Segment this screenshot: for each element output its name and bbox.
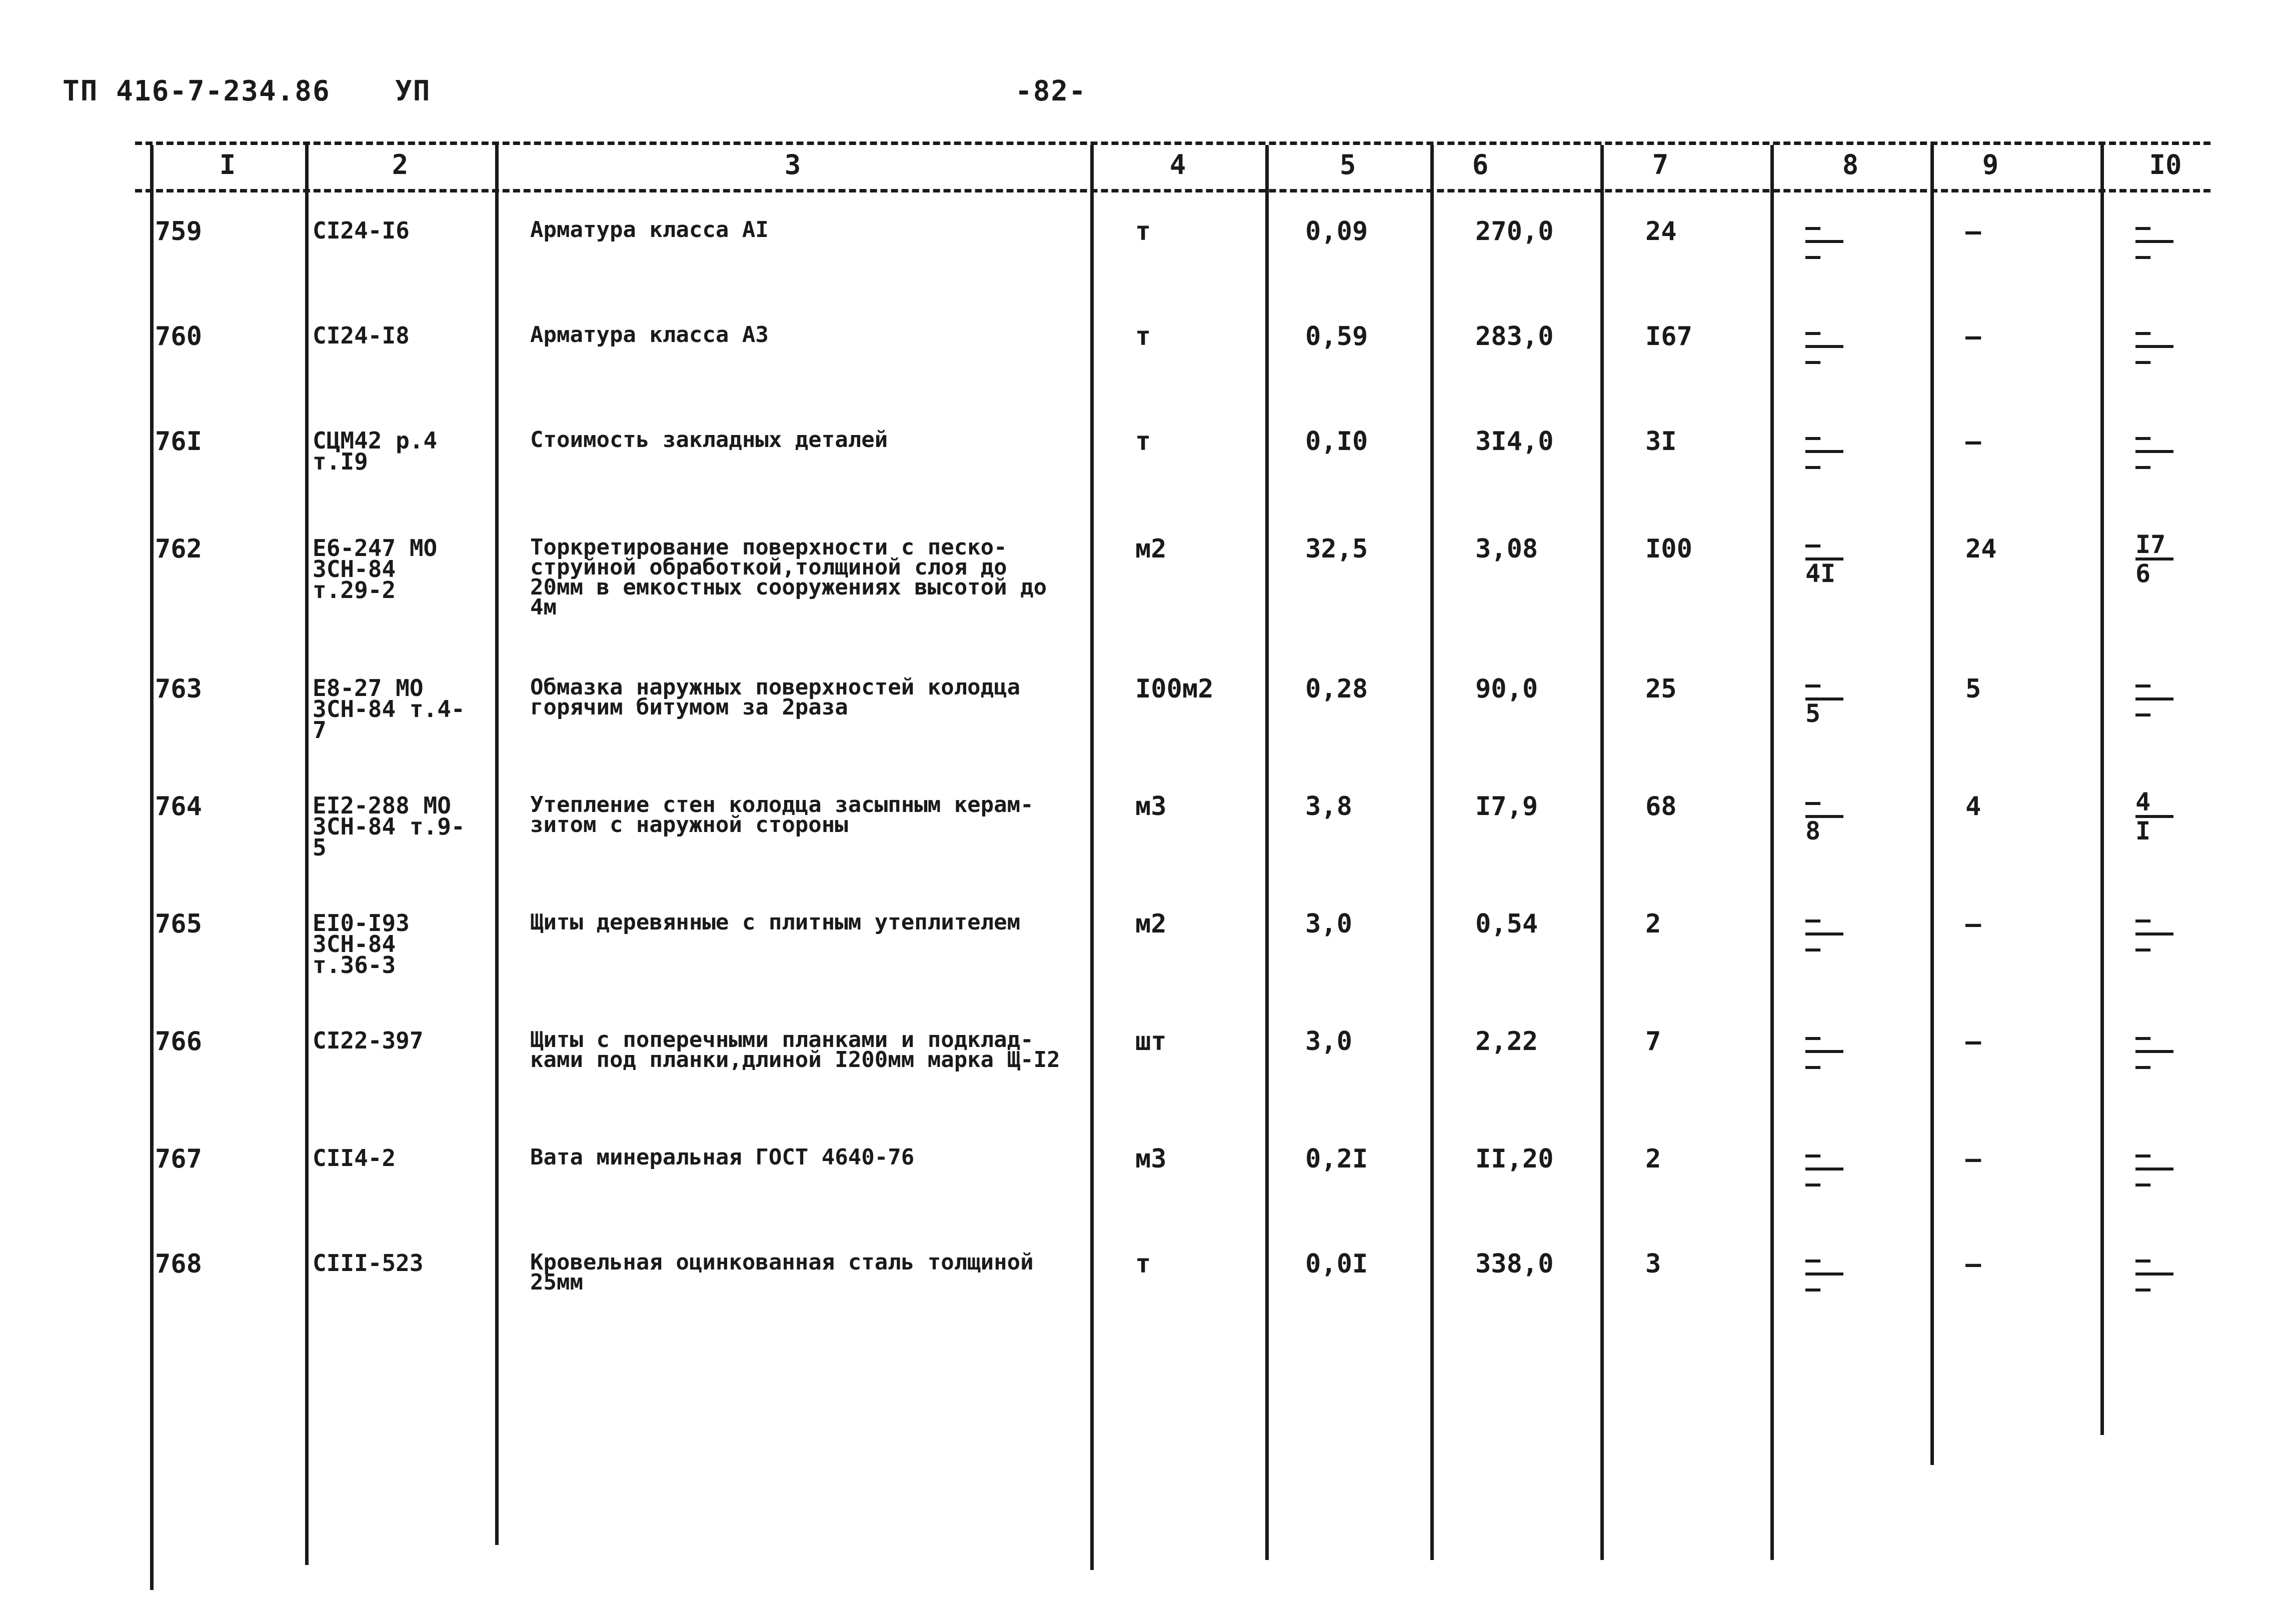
row-col9: –: [1965, 909, 1981, 939]
row-code: СI24-I8: [313, 322, 410, 349]
row-description: Щиты с поперечными планками и подклад-ками под планки,длиной I200мм марка Щ-I2: [530, 1027, 1060, 1072]
row-unit-price: 270,0: [1475, 216, 1554, 246]
row-description: Утепление стен колодца засыпным керам-зитом с наружной стороны: [530, 792, 1034, 838]
col-rule-1: [305, 145, 309, 1565]
col-rule-3: [1090, 145, 1094, 1570]
row-col10: [2135, 532, 2173, 586]
row-col8: [1805, 1245, 1843, 1303]
row-unit-price: 90,0: [1475, 674, 1538, 704]
row-col9: –: [1965, 1144, 1981, 1174]
row-unit-price: II,20: [1475, 1144, 1554, 1174]
row-col8: [1805, 905, 1843, 963]
col-head-6: 6: [1472, 149, 1489, 180]
row-total: I67: [1645, 322, 1692, 352]
row-col10-bottom: 6: [2135, 559, 2151, 588]
row-col10-bottom: –: [2135, 1052, 2151, 1080]
row-col8-top: –: [1805, 908, 1843, 936]
row-unit: м2: [1135, 534, 1167, 564]
col-rule-6: [1600, 145, 1604, 1560]
row-description: Арматура класса AI: [530, 217, 769, 242]
col-head-5: 5: [1339, 149, 1356, 180]
row-number: 759: [155, 216, 202, 246]
row-description: Кровельная оцинкованная сталь толщиной 25мм: [530, 1250, 1034, 1295]
row-total: 24: [1645, 216, 1677, 246]
row-col8-top: –: [1805, 790, 1843, 818]
document-section: УП: [395, 75, 431, 108]
row-col10: [2135, 318, 2173, 376]
row-unit: т: [1135, 216, 1151, 246]
row-col10: [2135, 212, 2173, 270]
row-col8-bottom: –: [1805, 1169, 1821, 1198]
row-col9: –: [1965, 426, 1981, 456]
row-col10-bottom: –: [2135, 1169, 2151, 1198]
row-code: СIII-523: [313, 1250, 424, 1276]
row-col8-bottom: –: [1805, 934, 1821, 963]
row-col8-bottom: –: [1805, 346, 1821, 376]
row-col8-bottom: –: [1805, 452, 1821, 480]
row-unit: I00м2: [1135, 674, 1214, 704]
page-number: -82-: [1015, 75, 1087, 108]
row-unit: шт: [1135, 1026, 1167, 1056]
row-unit-price: 0,54: [1475, 909, 1538, 939]
row-col8-bottom: 8: [1805, 816, 1821, 846]
row-total: 3: [1645, 1249, 1661, 1279]
row-col10-top: –: [2135, 1142, 2173, 1170]
col-head-8: 8: [1842, 149, 1859, 180]
row-total: 7: [1645, 1026, 1661, 1056]
row-total: 2: [1645, 909, 1661, 939]
row-col8: [1805, 532, 1843, 586]
row-col9: 4: [1965, 792, 1981, 822]
row-col8: [1805, 212, 1843, 270]
document-code: ТП 416-7-234.86: [63, 75, 331, 108]
row-unit: м2: [1135, 909, 1167, 939]
row-unit-price: 338,0: [1475, 1249, 1554, 1279]
row-col8-top: –: [1805, 1025, 1843, 1053]
row-code: Е8-27 МО ЗСН-84 т.4-7: [313, 674, 465, 744]
row-unit: т: [1135, 322, 1151, 352]
row-number: 766: [155, 1026, 202, 1056]
row-col10: [2135, 1245, 2173, 1303]
row-col8-top: –: [1805, 532, 1843, 560]
row-col8: [1805, 318, 1843, 376]
col-head-4: 4: [1169, 149, 1186, 180]
row-col9: –: [1965, 322, 1981, 352]
row-description: Щиты деревянные с плитным утеплителем: [530, 910, 1021, 935]
row-number: 762: [155, 534, 202, 564]
col-head-1: I: [219, 149, 236, 180]
row-col9: –: [1965, 1249, 1981, 1279]
header-top-rule: [135, 142, 2210, 145]
col-rule-8: [1930, 145, 1934, 1465]
row-col10: [2135, 422, 2173, 480]
row-col10-bottom: –: [2135, 699, 2151, 728]
row-col10-bottom: –: [2135, 934, 2151, 963]
row-col10-bottom: –: [2135, 242, 2151, 270]
row-col8-bottom: –: [1805, 1052, 1821, 1080]
row-col10-top: –: [2135, 320, 2173, 348]
row-total: I00: [1645, 534, 1692, 564]
row-quantity: 0,59: [1305, 322, 1368, 352]
col-rule-2: [495, 145, 499, 1545]
col-rule-7: [1770, 145, 1774, 1560]
row-col8-bottom: 5: [1805, 699, 1821, 728]
row-total: 68: [1645, 792, 1677, 822]
row-col10-bottom: –: [2135, 1274, 2151, 1303]
row-unit: м3: [1135, 792, 1167, 822]
row-number: 760: [155, 322, 202, 352]
row-col9: –: [1965, 216, 1981, 246]
row-number: 764: [155, 792, 202, 822]
row-col9: 24: [1965, 534, 1997, 564]
row-col8-bottom: –: [1805, 1274, 1821, 1303]
row-col8: [1805, 1022, 1843, 1080]
row-quantity: 0,0I: [1305, 1249, 1368, 1279]
row-unit-price: 283,0: [1475, 322, 1554, 352]
row-col10-top: –: [2135, 1248, 2173, 1276]
col-head-10: I0: [2149, 149, 2182, 180]
header-bottom-rule: [135, 189, 2210, 192]
row-total: 25: [1645, 674, 1677, 704]
row-quantity: 0,2I: [1305, 1144, 1368, 1174]
row-col10: [2135, 905, 2173, 963]
row-col8-bottom: –: [1805, 242, 1821, 270]
row-description: Торкретирование поверхности с песко-струйной обработкой,толщиной слоя до 20мм в емкостных сооружениях высотой до 4м: [530, 534, 1047, 620]
row-col10: [2135, 672, 2173, 726]
row-number: 763: [155, 674, 202, 704]
row-col10-top: I7: [2135, 532, 2173, 560]
col-head-7: 7: [1652, 149, 1669, 180]
col-head-3: 3: [784, 149, 801, 180]
row-code: СII4-2: [313, 1144, 396, 1172]
row-code: ЕI2-288 МО ЗСН-84 т.9-5: [313, 792, 465, 861]
row-unit-price: 2,22: [1475, 1026, 1538, 1056]
row-description: Вата минеральная ГОСТ 4640-76: [530, 1144, 915, 1170]
row-col10-bottom: –: [2135, 346, 2151, 376]
col-head-2: 2: [392, 149, 409, 180]
col-rule-9: [2100, 145, 2104, 1435]
row-code: ЕI0-I93 ЗСН-84 т.36-3: [313, 910, 410, 978]
row-col8-bottom: 4I: [1805, 559, 1836, 588]
row-number: 765: [155, 909, 202, 939]
row-col10-bottom: –: [2135, 452, 2151, 480]
row-col8-top: –: [1805, 1248, 1843, 1276]
row-col10-top: –: [2135, 1025, 2173, 1053]
row-number: 768: [155, 1249, 202, 1279]
row-col10-top: –: [2135, 425, 2173, 453]
row-code: СI24-I6: [313, 217, 410, 244]
row-code: СЦМ42 р.4 т.I9: [313, 427, 438, 475]
row-col10-bottom: I: [2135, 816, 2151, 846]
row-description: Обмазка наружных поверхностей колодца горячим битумом за 2раза: [530, 674, 1021, 720]
row-col8-top: –: [1805, 672, 1843, 700]
row-col10-top: –: [2135, 215, 2173, 243]
row-description: Стоимость закладных деталей: [530, 427, 888, 452]
row-total: 2: [1645, 1144, 1661, 1174]
col-rule-4: [1265, 145, 1269, 1560]
row-quantity: 3,8: [1305, 792, 1352, 822]
row-col9: 5: [1965, 674, 1981, 704]
row-col10-top: 4: [2135, 790, 2173, 818]
row-col10: [2135, 788, 2173, 846]
row-col8: [1805, 788, 1843, 846]
row-unit-price: I7,9: [1475, 792, 1538, 822]
col-head-9: 9: [1982, 149, 1999, 180]
row-code: СI22-397: [313, 1027, 424, 1054]
row-col8: [1805, 1142, 1843, 1196]
col-rule-0: [150, 145, 154, 1590]
row-col8: [1805, 422, 1843, 480]
row-unit-price: 3,08: [1475, 534, 1538, 564]
row-col8-top: –: [1805, 425, 1843, 453]
row-unit-price: 3I4,0: [1475, 426, 1554, 456]
row-col10: [2135, 1022, 2173, 1080]
row-quantity: 32,5: [1305, 534, 1368, 564]
row-number: 76I: [155, 426, 202, 456]
row-col10-top: –: [2135, 672, 2173, 700]
row-col10-top: –: [2135, 908, 2173, 936]
row-unit: т: [1135, 1249, 1151, 1279]
row-quantity: 3,0: [1305, 909, 1352, 939]
row-col10: [2135, 1142, 2173, 1196]
row-col8-top: –: [1805, 320, 1843, 348]
col-rule-5: [1430, 145, 1434, 1560]
row-quantity: 0,I0: [1305, 426, 1368, 456]
row-code: Е6-247 МО ЗСН-84 т.29-2: [313, 534, 438, 604]
row-col9: –: [1965, 1026, 1981, 1056]
row-col8: [1805, 672, 1843, 726]
row-quantity: 0,28: [1305, 674, 1368, 704]
row-description: Арматура класса А3: [530, 322, 769, 348]
row-quantity: 0,09: [1305, 216, 1368, 246]
row-col8-top: –: [1805, 215, 1843, 243]
row-quantity: 3,0: [1305, 1026, 1352, 1056]
row-unit: т: [1135, 426, 1151, 456]
row-total: 3I: [1645, 426, 1677, 456]
row-col8-top: –: [1805, 1142, 1843, 1170]
row-unit: м3: [1135, 1144, 1167, 1174]
row-number: 767: [155, 1144, 202, 1174]
